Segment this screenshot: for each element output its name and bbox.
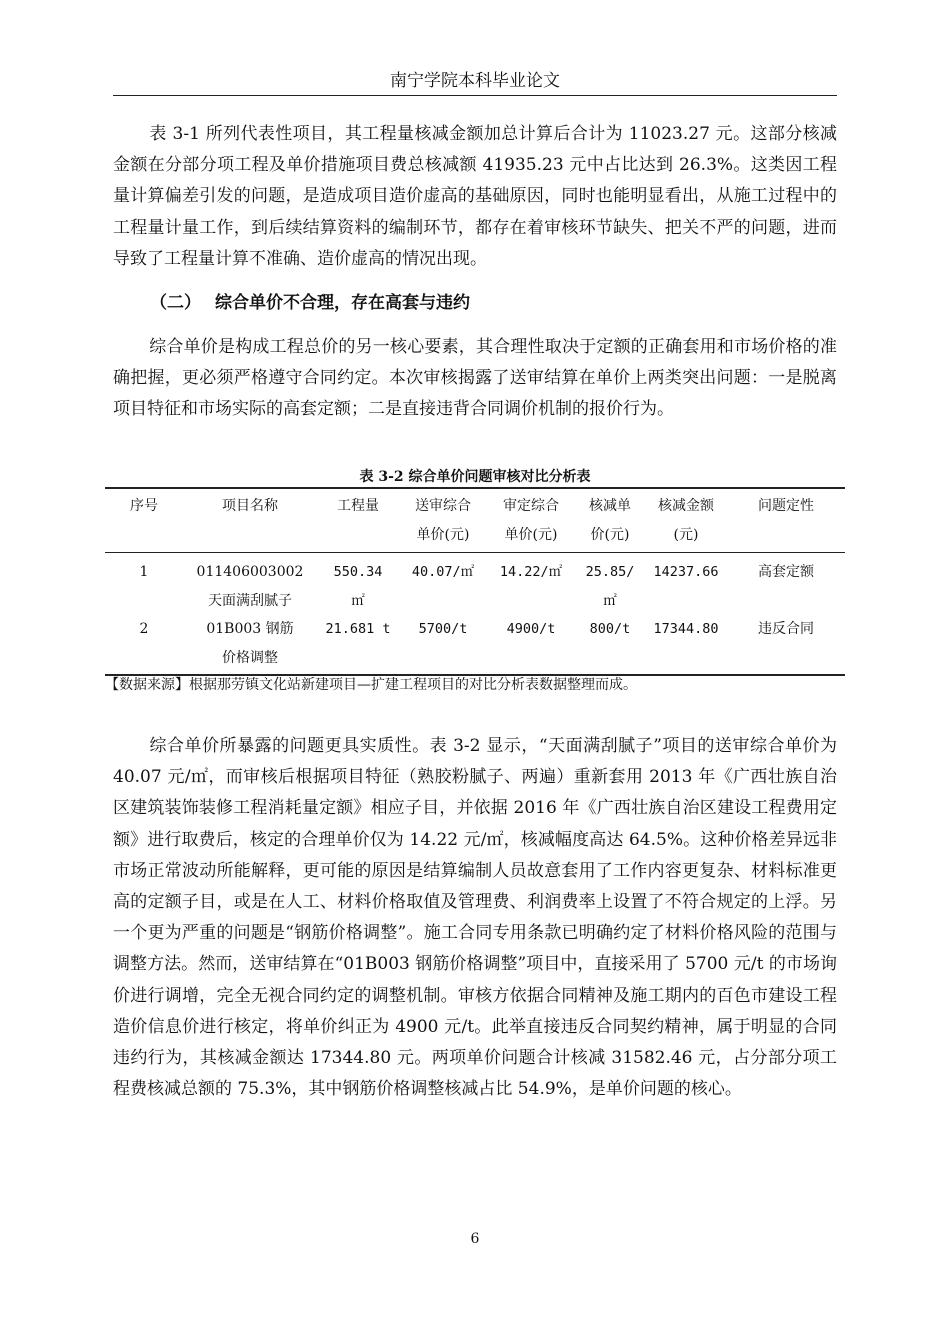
paragraph-3-text: 综合单价所暴露的问题更具实质性。表 3-2 显示，“天面满刮腻子”项目的送审综合单价为 40.07 元/㎡，而审核后根据项目特征（熟胶粉腻子、两遍）重新套用 2013 年《广西壮族自治区建筑装饰装修工程消耗量定额》相应子目，并依据 2016 年《广西壮族自治区建设工程费用定额》进行取费后，核定的合理单价仅为 14.22 元/㎡，核减幅度高达 64.5%。这种价格差异远非市场正常波动所能解释，更可能的原因是结算编制人员故意套用了工作内容更复杂、材料标准更高的定额子目，或是在人工、材料价格取值及管理费、利润费率上设置了不符合规定的上浮。另一个更为严重的问题是“钢筋价格调整”。施工合同专用条款已明确约定了材料价格风险的范围与调整方法。然而，送审结算在“01B003 钢筋价格调整”项目中，直接采用了 5700 元/t 的市场询价进行调增，完全无视合同约定的调整机制。审核方依据合同精神及施工期内的百色市建设工程造价信息价进行核定，将单价纠正为 4900 元/t。此举直接违反合同契约精神，属于明显的合同违约行为，其核减金额达 17344.80 元。两项单价问题合计核减 31582.46 元，占分部分项工程费核减总额的 75.3%，其中钢筋价格调整核减占比 54.9%，是单价问题的核心。 xyxy=(113,736,837,1100)
cell-approved: 14.22/㎡ xyxy=(499,564,563,580)
cell-reduced-amount: 17344.80 xyxy=(653,621,719,637)
cell-qty: 550.34 ㎡ xyxy=(333,564,383,609)
cell-approved: 4900/t xyxy=(506,621,556,637)
table-header-row xyxy=(105,488,845,553)
cell-no: 2 xyxy=(139,621,149,637)
cell-submitted: 5700/t xyxy=(418,621,468,637)
table-row xyxy=(105,615,845,675)
header-reduced-unit: 核减单 价(元) xyxy=(575,488,645,553)
cell-name: 011406003002 天面满刮腻子 xyxy=(196,564,304,609)
header-submitted: 送审综合 单价(元) xyxy=(399,488,487,553)
page-number: 6 xyxy=(470,1231,480,1247)
data-source-note: 【数据来源】根据那劳镇文化站新建项目—扩建工程项目的对比分析表数据整理而成。 xyxy=(105,677,637,693)
cell-no: 1 xyxy=(139,564,149,580)
paragraph-2 xyxy=(113,332,837,426)
header-approved: 审定综合 单价(元) xyxy=(487,488,575,553)
header-nature: 问题定性 xyxy=(727,488,845,553)
cell-nature: 违反合同 xyxy=(758,621,814,637)
header-reduced-amount: 核减金额 (元) xyxy=(645,488,727,553)
cell-reduced-amount: 14237.66 xyxy=(653,564,719,580)
comparison-table xyxy=(105,487,845,676)
running-header: 南宁学院本科毕业论文 xyxy=(390,71,560,91)
cell-qty: 21.681 t xyxy=(325,621,391,637)
cell-submitted: 40.07/㎡ xyxy=(411,564,475,580)
section-title: 综合单价不合理，存在高套与违约 xyxy=(215,293,470,313)
cell-reduced-unit: 25.85/ ㎡ xyxy=(585,564,635,609)
table-row xyxy=(105,553,845,616)
paragraph-3 xyxy=(113,731,837,1105)
cell-name: 01B003 钢筋 价格调整 xyxy=(206,621,294,666)
paragraph-1-text: 表 3-1 所列代表性项目，其工程量核减金额加总计算后合计为 11023.27 元。这部分核减金额在分部分项工程及单价措施项目费总核减额 41935.23 元中占比达到 26.3%。这类因工程量计算偏差引发的问题，是造成项目造价虚高的基础原因，同时也能明显看出，从施工过程中的工程量计量工作，到后续结算资料的编制环节，都存在着审核环节缺失、把关不严的问题，进而导致了工程量计算不准确、造价虚高的情况出现。 xyxy=(113,124,837,269)
paragraph-2-text: 综合单价是构成工程总价的另一核心要素，其合理性取决于定额的正确套用和市场价格的准确把握，更必须严格遵守合同约定。本次审核揭露了送审结算在单价上两类突出问题：一是脱离项目特征和市场实际的高套定额；二是直接违背合同调价机制的报价行为。 xyxy=(113,337,837,420)
cell-reduced-unit: 800/t xyxy=(589,621,631,637)
paragraph-1 xyxy=(113,119,837,275)
section-number: （二） xyxy=(150,293,201,313)
header-qty: 工程量 xyxy=(317,488,399,553)
table-caption: 表 3-2 综合单价问题审核对比分析表 xyxy=(359,469,591,485)
header-no: 序号 xyxy=(105,488,183,553)
header-name: 项目名称 xyxy=(183,488,317,553)
header-rule xyxy=(113,95,837,96)
cell-nature: 高套定额 xyxy=(758,564,814,580)
section-heading xyxy=(150,288,470,313)
